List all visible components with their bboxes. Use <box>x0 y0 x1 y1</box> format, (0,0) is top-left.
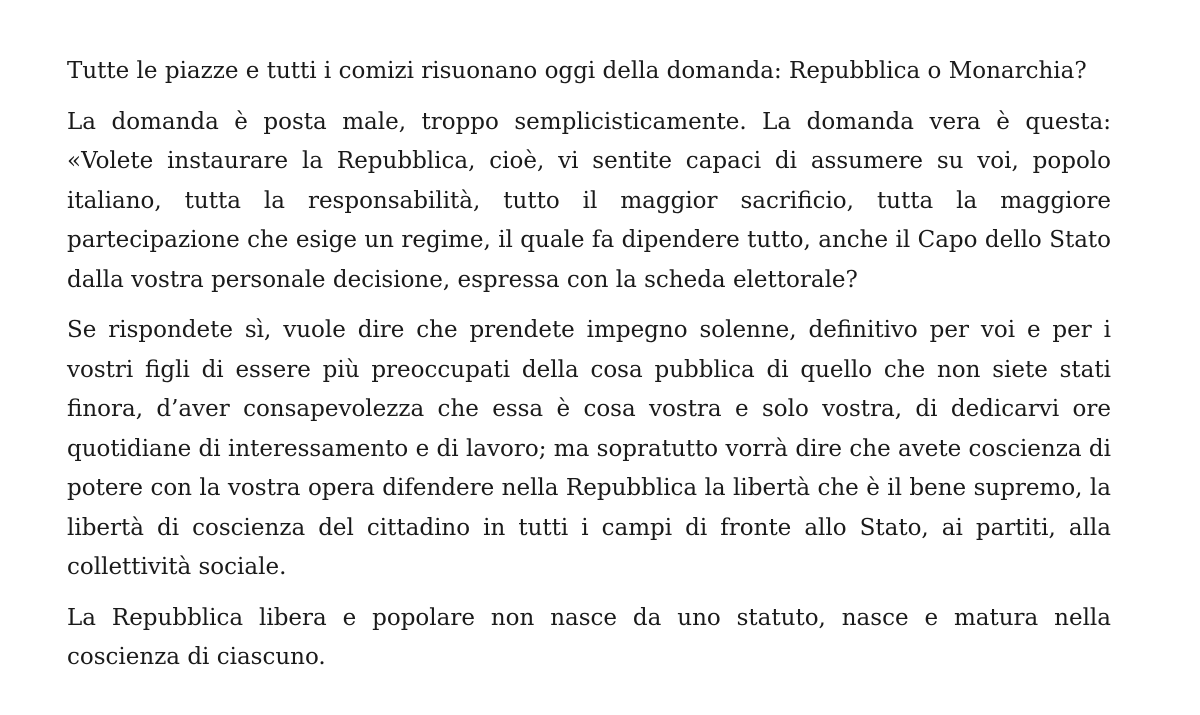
document-body <box>67 52 1111 689</box>
paragraph-1: Tutte le piazze e tutti i comizi risuonano oggi della domanda: Repubblica o Monarchia? <box>67 58 1087 84</box>
paragraph-3: Se rispondete sì, vuole dire che prendete impegno solenne, definitivo per voi e per i vostri figli di essere più preoccupati della cosa pubblica di quello che non siete stati finora, d’aver consapevolezza che essa è cosa vostra e solo vostra, di dedicarvi ore quotidiane di interessamento e di lavoro; ma sopratutto vorrà dire che avete coscienza di potere con la vostra opera difendere nella Repubblica la libertà che è il bene supremo, la libertà di coscienza del cittadino in tutti i campi di fronte allo Stato, ai partiti, alla collettività sociale. <box>67 317 1111 580</box>
paragraph-2: La domanda è posta male, troppo semplicisticamente. La domanda vera è questa: «Volete instaurare la Repubblica, cioè, vi sentite capaci di assumere su voi, popolo italiano, tutta la responsabilità, tutto il maggior sacrificio, tutta la maggiore partecipazione che esige un regime, il quale fa dipendere tutto, anche il Capo dello Stato dalla vostra personale decisione, espressa con la scheda elettorale? <box>67 108 1111 293</box>
paragraph-4: La Repubblica libera e popolare non nasce da uno statuto, nasce e matura nella coscienza di ciascuno. <box>67 604 1111 670</box>
